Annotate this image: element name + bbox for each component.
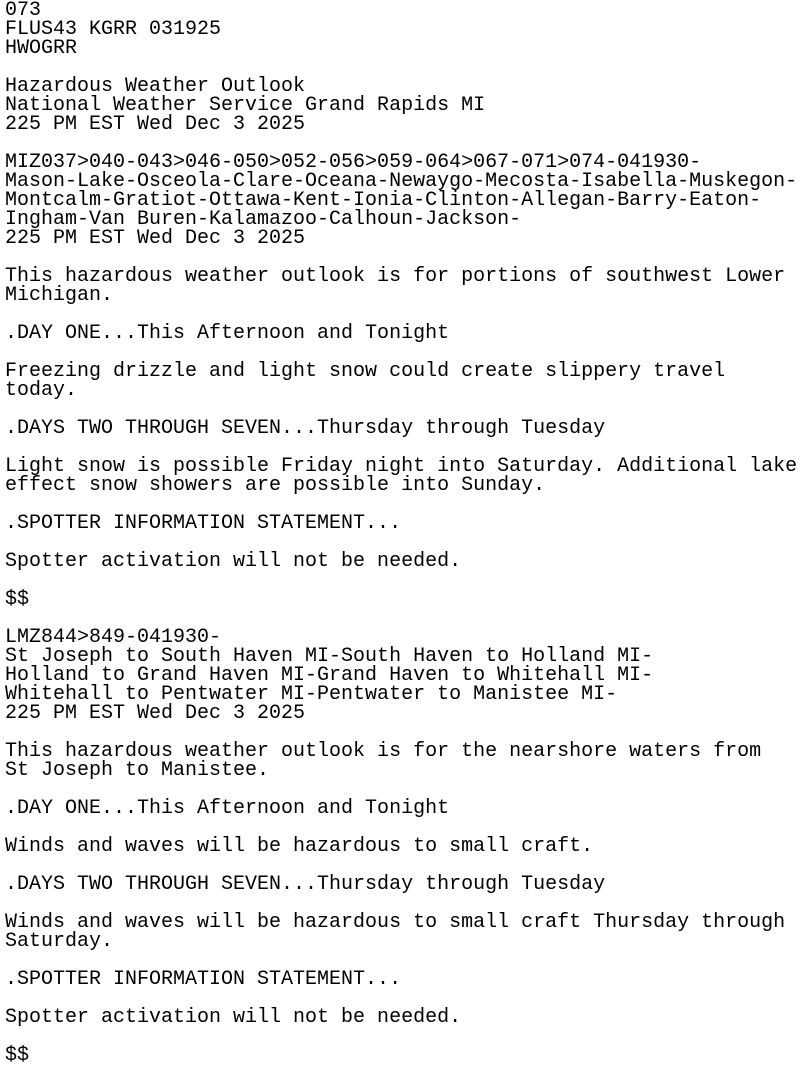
days-two-seven-line: effect snow showers are possible into Sunday. bbox=[5, 474, 546, 497]
days-two-seven-line: Saturday. bbox=[5, 930, 114, 953]
segment-intro-line: This hazardous weather outlook is for portions of southwest Lower bbox=[5, 265, 786, 288]
days-two-seven-heading: .DAYS TWO THROUGH SEVEN...Thursday through Tuesday bbox=[5, 417, 606, 440]
spotter-heading: .SPOTTER INFORMATION STATEMENT... bbox=[5, 968, 402, 991]
segment-intro-line: Michigan. bbox=[5, 284, 114, 307]
segment-issue-time: 225 PM EST Wed Dec 3 2025 bbox=[5, 227, 306, 250]
spotter-text: Spotter activation will not be needed. bbox=[5, 550, 462, 573]
product-title: Hazardous Weather Outlook bbox=[5, 75, 306, 98]
segment-area-line: St Joseph to South Haven MI-South Haven to Holland MI- bbox=[5, 645, 654, 668]
product-text bbox=[5, 1, 797, 1065]
day-one-heading: .DAY ONE...This Afternoon and Tonight bbox=[5, 322, 450, 345]
days-two-seven-line: Light snow is possible Friday night into Saturday. Additional lake bbox=[5, 455, 798, 478]
day-one-line: Winds and waves will be hazardous to small craft. bbox=[5, 835, 594, 858]
segment-intro-line: This hazardous weather outlook is for the nearshore waters from bbox=[5, 740, 762, 763]
day-one-line: Freezing drizzle and light snow could create slippery travel bbox=[5, 360, 726, 383]
segment-area-line: Montcalm-Gratiot-Ottawa-Kent-Ionia-Clinton-Allegan-Barry-Eaton- bbox=[5, 189, 762, 212]
days-two-seven-line: Winds and waves will be hazardous to small craft Thursday through bbox=[5, 911, 786, 934]
segment-ugc-code: MIZ037>040-043>046-050>052-056>059-064>067-071>074-041930- bbox=[5, 151, 702, 174]
segment-area-line: Whitehall to Pentwater MI-Pentwater to Manistee MI- bbox=[5, 683, 618, 706]
spotter-text: Spotter activation will not be needed. bbox=[5, 1006, 462, 1029]
wmo-header: FLUS43 KGRR 031925 bbox=[5, 18, 222, 41]
segment-area-line: Mason-Lake-Osceola-Clare-Oceana-Newaygo-Mecosta-Isabella-Muskegon- bbox=[5, 170, 798, 193]
segment-end-marker: $$ bbox=[5, 588, 30, 611]
segment-area-line: Ingham-Van Buren-Kalamazoo-Calhoun-Jackson- bbox=[5, 208, 522, 231]
day-one-line: today. bbox=[5, 379, 78, 402]
segment-issue-time: 225 PM EST Wed Dec 3 2025 bbox=[5, 702, 306, 725]
spotter-heading: .SPOTTER INFORMATION STATEMENT... bbox=[5, 512, 402, 535]
issuing-office: National Weather Service Grand Rapids MI bbox=[5, 94, 486, 117]
segment-ugc-code: LMZ844>849-041930- bbox=[5, 626, 222, 649]
segment-end-marker: $$ bbox=[5, 1044, 30, 1067]
segment-area-line: Holland to Grand Haven MI-Grand Haven to Whitehall MI- bbox=[5, 664, 654, 687]
awips-id: HWOGRR bbox=[5, 37, 78, 60]
issue-time: 225 PM EST Wed Dec 3 2025 bbox=[5, 113, 306, 136]
segment-intro-line: St Joseph to Manistee. bbox=[5, 759, 270, 782]
product-seq: 073 bbox=[5, 0, 42, 22]
day-one-heading: .DAY ONE...This Afternoon and Tonight bbox=[5, 797, 450, 820]
days-two-seven-heading: .DAYS TWO THROUGH SEVEN...Thursday through Tuesday bbox=[5, 873, 606, 896]
